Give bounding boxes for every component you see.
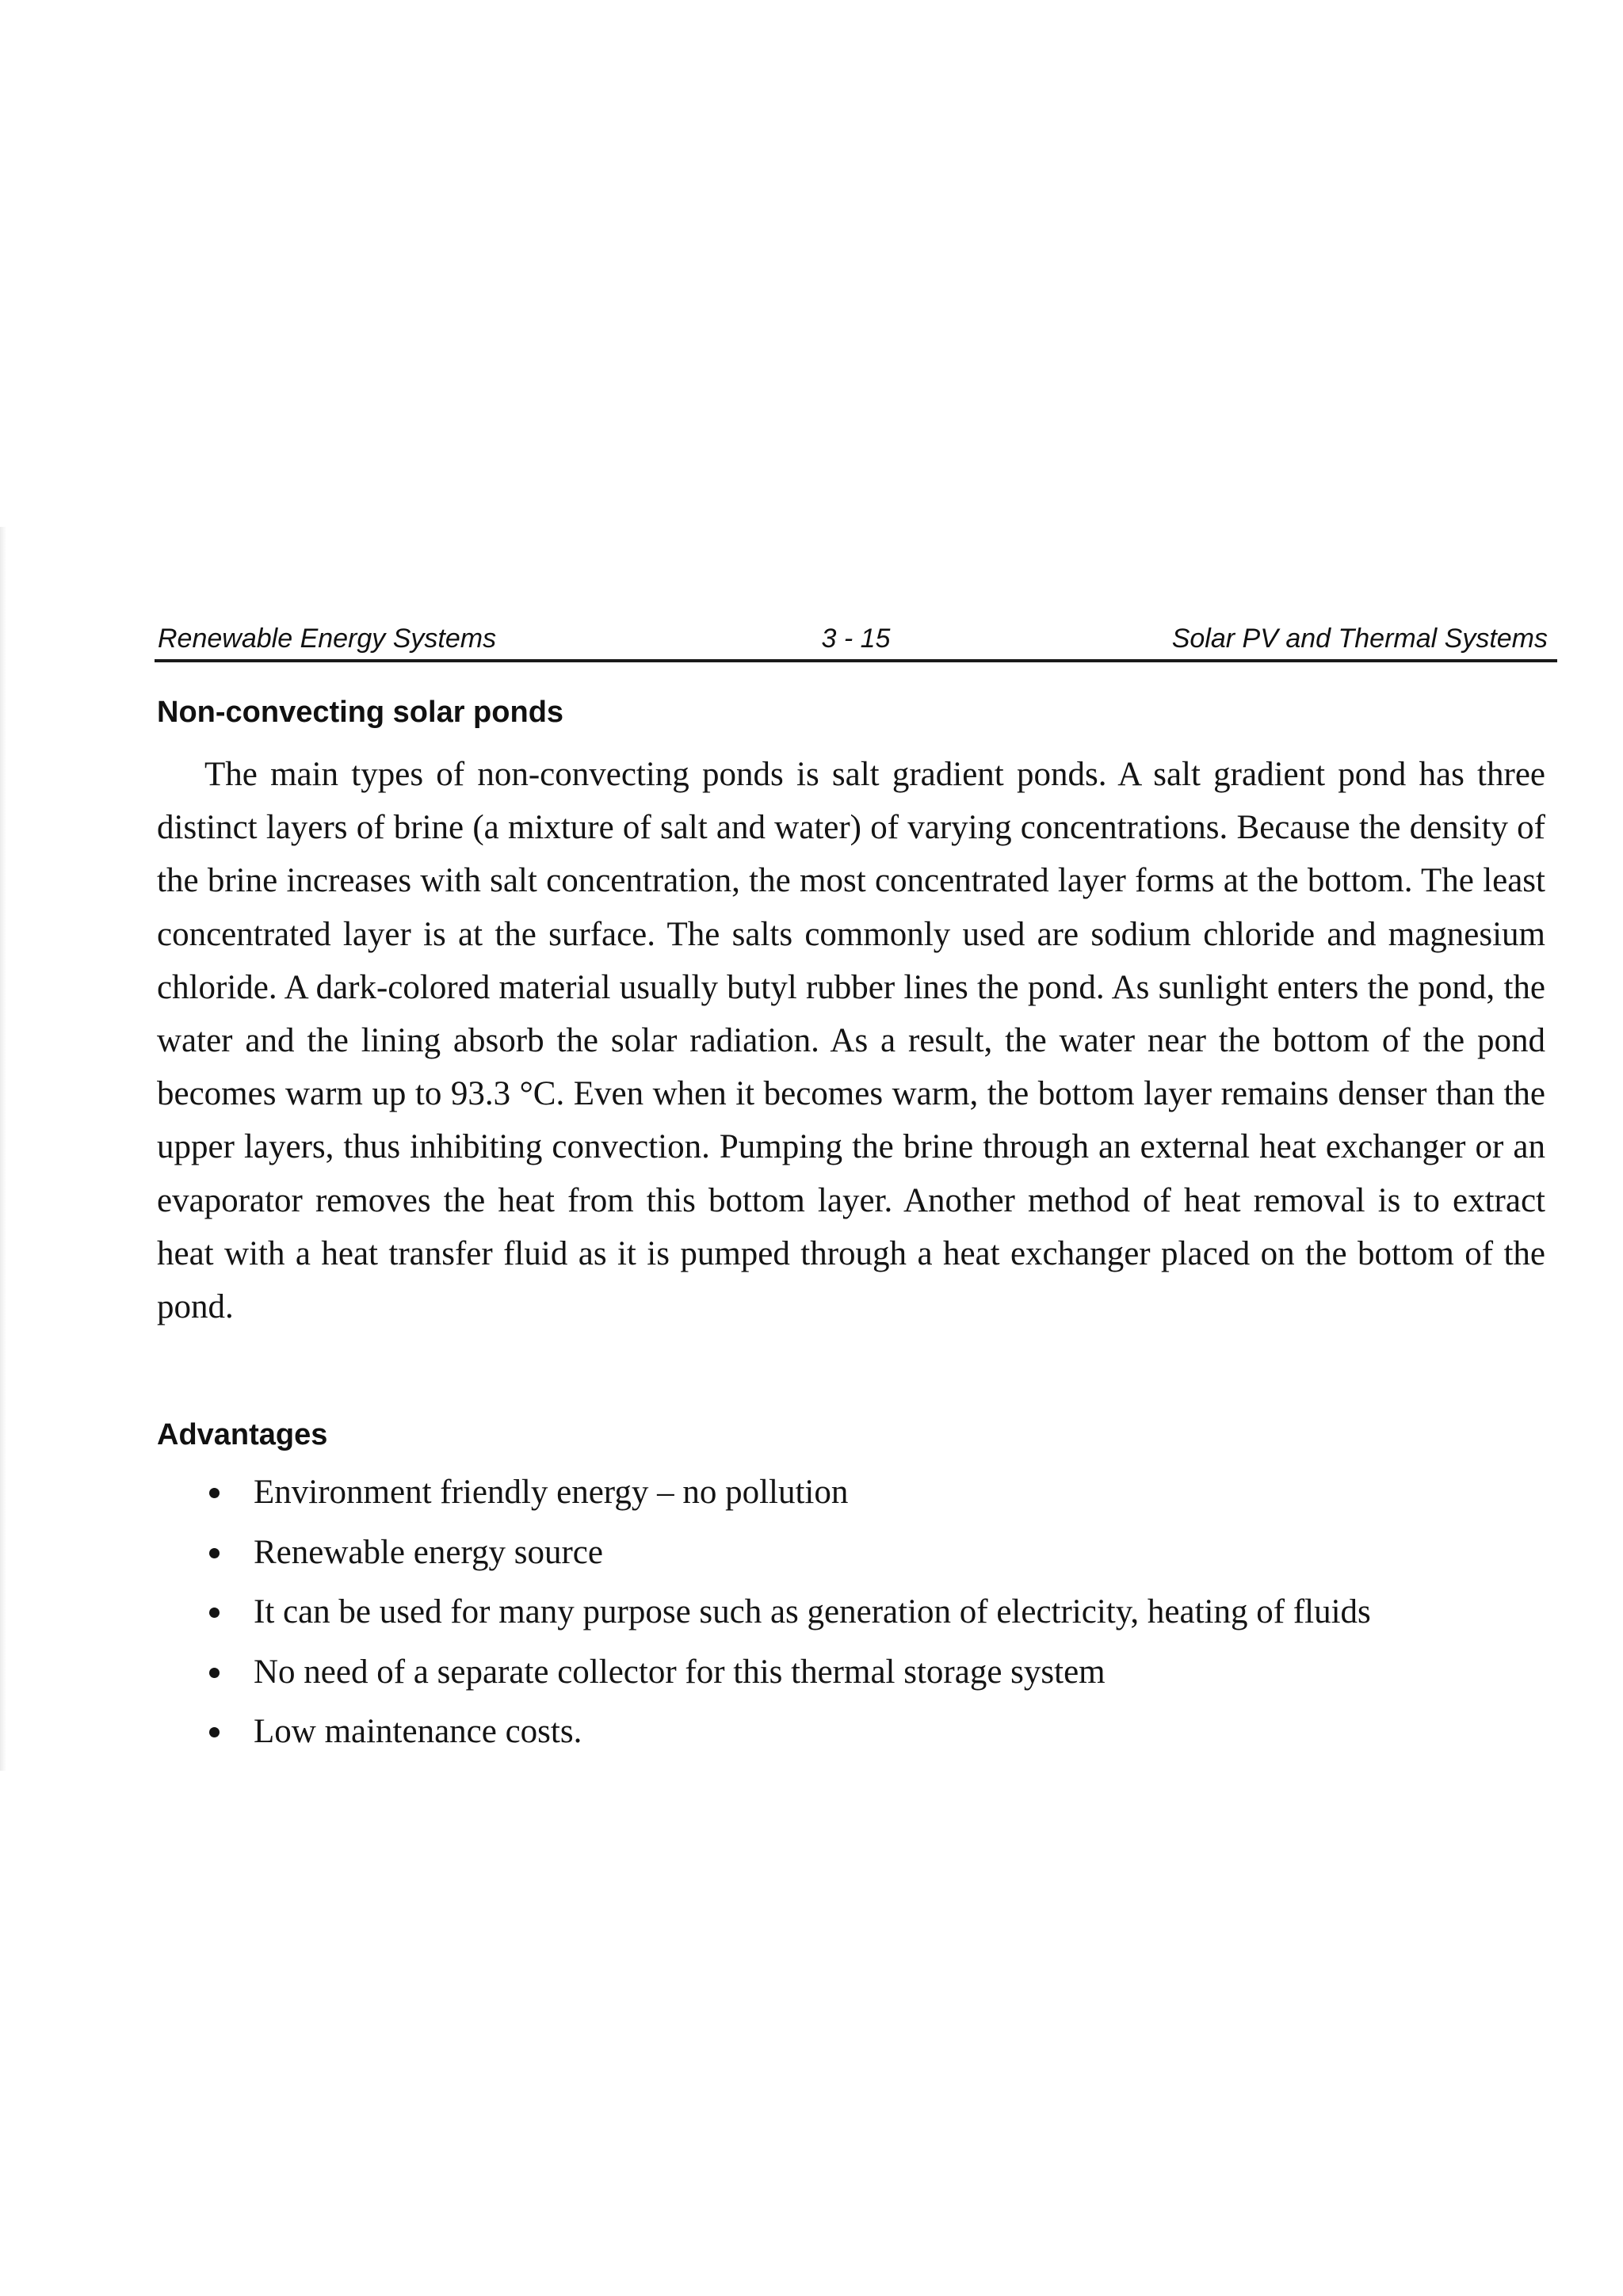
bullet-icon [209,1548,220,1558]
list-item-text: Renewable energy source [254,1533,603,1571]
list-item-text: Environment friendly energy – no pollution [254,1474,849,1511]
page-edge-shadow [0,527,6,1771]
body-paragraph: The main types of non-convecting ponds is salt gradient ponds. A salt gradient pond has three distinct layers of brine (a mixture of salt and water) of varying concentrations. Because the density of the brine increases with salt concentration, the most concentrated layer forms at the bottom. The least concentrated layer is at the surface. The salts commonly used are sodium chloride and magnesium chloride. A dark-colored material usually butyl rubber lines the pond. As sunlight enters the pond, the water and the lining absorb the solar radiation. As a result, the water near the bottom of the pond becomes warm up to 93.3 °C. Even when it becomes warm, the bottom layer remains denser than the upper layers, thus inhibiting convection. Pumping the brine through an external heat exchanger or an evaporator removes the heat from this bottom layer. Another method of heat removal is to extract heat with a heat transfer fluid as it is pumped through a heat exchanger placed on the bottom of the pond. [157,756,1545,1326]
list-item [198,1523,1561,1583]
list-item-text: Low maintenance costs. [254,1713,582,1750]
list-item [198,1642,1561,1703]
header-chapter-title: Solar PV and Thermal Systems [1171,624,1548,654]
bullet-icon [209,1727,220,1737]
list-item [198,1582,1561,1642]
header-book-title: Renewable Energy Systems [158,624,497,654]
section-heading-advantages: Advantages [157,1418,328,1451]
bullet-icon [209,1668,220,1678]
bullet-icon [209,1608,220,1618]
header-page-number: 3 - 15 [821,624,891,654]
running-header [155,620,1557,662]
section-heading-non-convecting-ponds: Non-convecting solar ponds [157,696,564,729]
list-item-text: It can be used for many purpose such as generation of electricity, heating of fluids [254,1593,1371,1630]
list-item [198,1463,1561,1523]
list-item [198,1702,1561,1762]
list-item-text: No need of a separate collector for this thermal storage system [254,1653,1106,1691]
bullet-icon [209,1488,220,1498]
advantages-list [198,1463,1561,1762]
